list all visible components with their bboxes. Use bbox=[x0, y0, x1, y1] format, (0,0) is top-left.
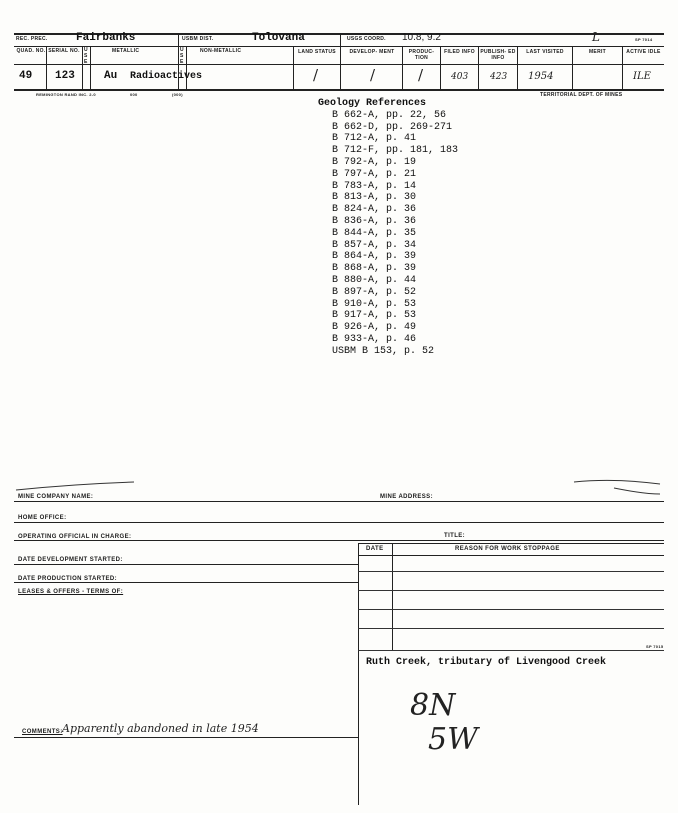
range-handwritten: 5W bbox=[428, 722, 478, 757]
col-nonmetallic: NON-METALLIC bbox=[200, 48, 242, 54]
printer-code-1: 000 bbox=[130, 92, 138, 97]
quad-value: 49 bbox=[19, 70, 33, 82]
territorial-note: TERRITORIAL DEPT. OF MINES bbox=[540, 92, 623, 98]
geology-references bbox=[318, 98, 458, 358]
title-label: TITLE: bbox=[444, 533, 466, 539]
col-published: PUBLISH- ED INFO bbox=[480, 49, 516, 61]
rec-prec-label: REC. PREC. bbox=[16, 36, 48, 42]
rec-prec-value: Fairbanks bbox=[76, 32, 136, 44]
reference-item: B 783-A, p. 14 bbox=[332, 180, 417, 192]
reference-item: B 897-A, p. 52 bbox=[332, 286, 417, 298]
land-value: / bbox=[313, 66, 319, 84]
date-col-label: DATE bbox=[366, 546, 384, 552]
reference-item: B 836-A, p. 36 bbox=[332, 215, 417, 227]
reference-item: B 813-A, p. 30 bbox=[332, 192, 417, 204]
develop-value: / bbox=[370, 66, 376, 84]
col-land: LAND STATUS bbox=[298, 49, 336, 55]
col-active: ACTIVE IDLE bbox=[626, 49, 661, 55]
reference-item: B 712-F, pp. 181, 183 bbox=[332, 145, 459, 157]
references-title: Geology References bbox=[318, 98, 427, 109]
mine-company-label: MINE COMPANY NAME: bbox=[18, 494, 94, 500]
reason-label: REASON FOR WORK STOPPAGE bbox=[455, 546, 560, 552]
mine-address-label: MINE ADDRESS: bbox=[380, 494, 433, 500]
production-value: / bbox=[418, 66, 424, 84]
operating-official-label: OPERATING OFFICIAL IN CHARGE: bbox=[18, 534, 132, 540]
usgs-coord-label: USGS COORD. bbox=[347, 36, 386, 42]
col-serial: SERIAL NO. bbox=[48, 48, 80, 54]
printer-note: REMINGTON RAND INC. 2-0 bbox=[36, 92, 96, 97]
references-list bbox=[318, 110, 458, 358]
comments-value: Apparently abandoned in late 1954 bbox=[62, 722, 259, 735]
col-use1: U S E bbox=[84, 47, 88, 65]
reference-item: B 917-A, p. 53 bbox=[332, 310, 417, 322]
published-value: 423 bbox=[490, 72, 508, 82]
col-quad: QUAD. NO. bbox=[16, 48, 46, 54]
col-last-visited: LAST VISITED bbox=[526, 49, 564, 55]
reference-item: B 712-A, p. 41 bbox=[332, 133, 417, 145]
filed-value: 403 bbox=[451, 72, 469, 82]
township-handwritten: 8N bbox=[410, 688, 456, 723]
reference-item: B 864-A, p. 39 bbox=[332, 251, 417, 263]
reference-item: B 868-A, p. 39 bbox=[332, 263, 417, 275]
date-development-label: DATE DEVELOPMENT STARTED: bbox=[18, 557, 123, 563]
reference-item: B 933-A, p. 46 bbox=[332, 333, 417, 345]
reference-item: B 824-A, p. 36 bbox=[332, 204, 417, 216]
top-stroke bbox=[14, 476, 664, 496]
reference-item: B 910-A, p. 53 bbox=[332, 298, 417, 310]
usgs-coord-value: 10.8, 9.2 bbox=[402, 32, 441, 43]
home-office-label: HOME OFFICE: bbox=[18, 515, 67, 521]
reference-item: B 792-A, p. 19 bbox=[332, 156, 417, 168]
reference-item: B 880-A, p. 44 bbox=[332, 274, 417, 286]
usbm-dist-value: Tolovana bbox=[252, 32, 305, 44]
col-use2: U S E bbox=[180, 47, 184, 65]
reference-item: B 857-A, p. 34 bbox=[332, 239, 417, 251]
col-filed: FILED INFO bbox=[444, 49, 475, 55]
date-production-label: DATE PRODUCTION STARTED: bbox=[18, 576, 118, 582]
reference-item: B 926-A, p. 49 bbox=[332, 322, 417, 334]
reference-item: B 662-A, pp. 22, 56 bbox=[332, 109, 447, 121]
col-production: PRODUC- TION bbox=[408, 49, 435, 61]
comments-label: COMMENTS: bbox=[22, 729, 63, 735]
last-visited-value: 1954 bbox=[528, 71, 554, 82]
corner-mark: L bbox=[592, 30, 600, 44]
commodity-value: Au bbox=[104, 70, 118, 82]
form-code-2: SP 7015 bbox=[646, 644, 664, 649]
form-code: SP 7014 bbox=[635, 37, 653, 42]
active-value: ILE bbox=[633, 71, 651, 82]
printer-code-2: (000) bbox=[172, 92, 183, 97]
col-merit: MERIT bbox=[588, 49, 607, 55]
leases-label: LEASES & OFFERS - TERMS OF: bbox=[18, 589, 124, 595]
metallic-value: Radioactives bbox=[130, 71, 203, 82]
reference-item: B 662-D, pp. 269-271 bbox=[332, 121, 453, 133]
reference-item: USBM B 153, p. 52 bbox=[332, 345, 435, 357]
reference-item: B 844-A, p. 35 bbox=[332, 227, 417, 239]
col-develop: DEVELOP- MENT bbox=[349, 49, 395, 55]
reference-item: B 797-A, p. 21 bbox=[332, 168, 417, 180]
serial-value: 123 bbox=[55, 70, 75, 82]
location-text: Ruth Creek, tributary of Livengood Creek bbox=[366, 657, 607, 668]
usbm-dist-label: USBM DIST. bbox=[182, 36, 214, 42]
col-metallic: METALLIC bbox=[112, 48, 140, 54]
